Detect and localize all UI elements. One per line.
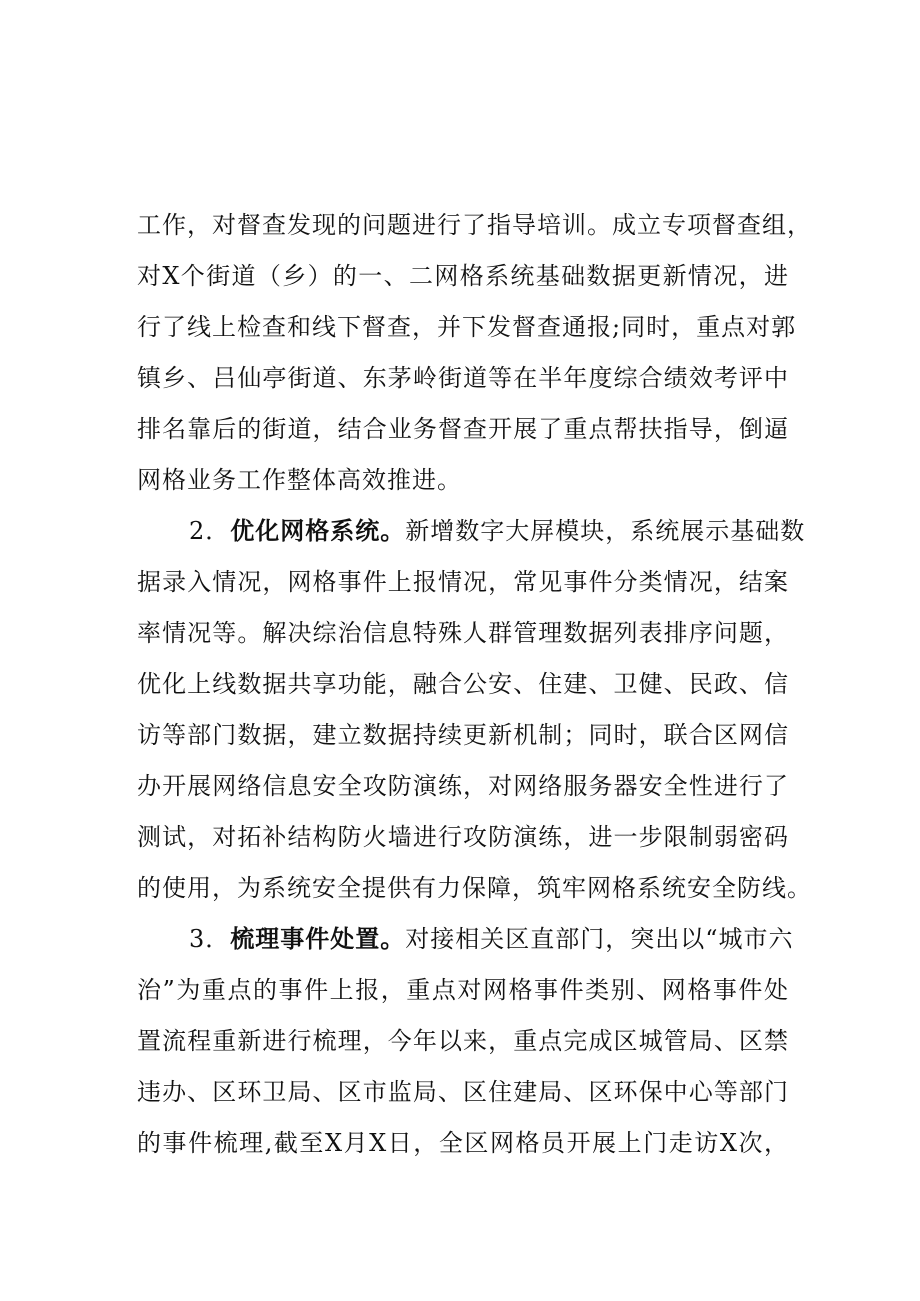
text-line: 工作，对督查发现的问题进行了指导培训。成立专项督查组， [137, 211, 812, 239]
paragraph-1 [137, 200, 812, 506]
item-number: 2． [189, 517, 231, 545]
text-line: 访等部门数据，建立数据持续更新机制；同时，联合区网信 [137, 721, 789, 749]
paragraph-first-line [137, 506, 806, 557]
text-line: 的事件梳理,截至X月X日，全区网格员开展上门走访X次， [137, 1129, 789, 1157]
text-line: 办开展网络信息安全攻防演练，对网络服务器安全性进行了 [137, 772, 789, 800]
paragraph-first-line [137, 914, 794, 965]
text-line: 的使用，为系统安全提供有力保障，筑牢网格系统安全防线。 [137, 874, 812, 902]
document-body [137, 200, 812, 1169]
text-line: 网格业务工作整体高效推进。 [137, 466, 462, 494]
text-line: 据录入情况，网格事件上报情况，常见事件分类情况，结案 [137, 568, 789, 596]
item-number: 3． [189, 925, 231, 953]
text-line: 率情况等。解决综治信息特殊人群管理数据列表排序问题， [137, 619, 789, 647]
text-line: 排名靠后的街道，结合业务督查开展了重点帮扶指导，倒逼 [137, 415, 789, 443]
text-run: 新增数字大屏模块，系统展示基础数 [405, 517, 806, 545]
section-heading: 优化网格系统。 [230, 517, 406, 545]
text-line: 行了线上检查和线下督查，并下发督查通报;同时，重点对郭 [137, 313, 797, 341]
text-line: 优化上线数据共享功能，融合公安、住建、卫健、民政、信 [137, 670, 789, 698]
text-line: 测试，对拓补结构防火墙进行攻防演练，进一步限制弱密码 [137, 823, 789, 851]
text-run: 对接相关区直部门，突出以“城市六 [405, 925, 794, 953]
text-line: 治”为重点的事件上报，重点对网格事件类别、网格事件处 [137, 976, 789, 1004]
paragraph-3 [137, 914, 794, 1169]
section-heading: 梳理事件处置。 [230, 925, 406, 953]
text-line: 镇乡、吕仙亭街道、东茅岭街道等在半年度综合绩效考评中 [137, 364, 789, 392]
text-line: 违办、区环卫局、区市监局、区住建局、区环保中心等部门 [137, 1078, 789, 1106]
paragraph-2 [137, 506, 812, 914]
text-line: 置流程重新进行梳理，今年以来，重点完成区城管局、区禁 [137, 1027, 789, 1055]
text-line: 对X个街道（乡）的一、二网格系统基础数据更新情况，进 [137, 262, 789, 290]
